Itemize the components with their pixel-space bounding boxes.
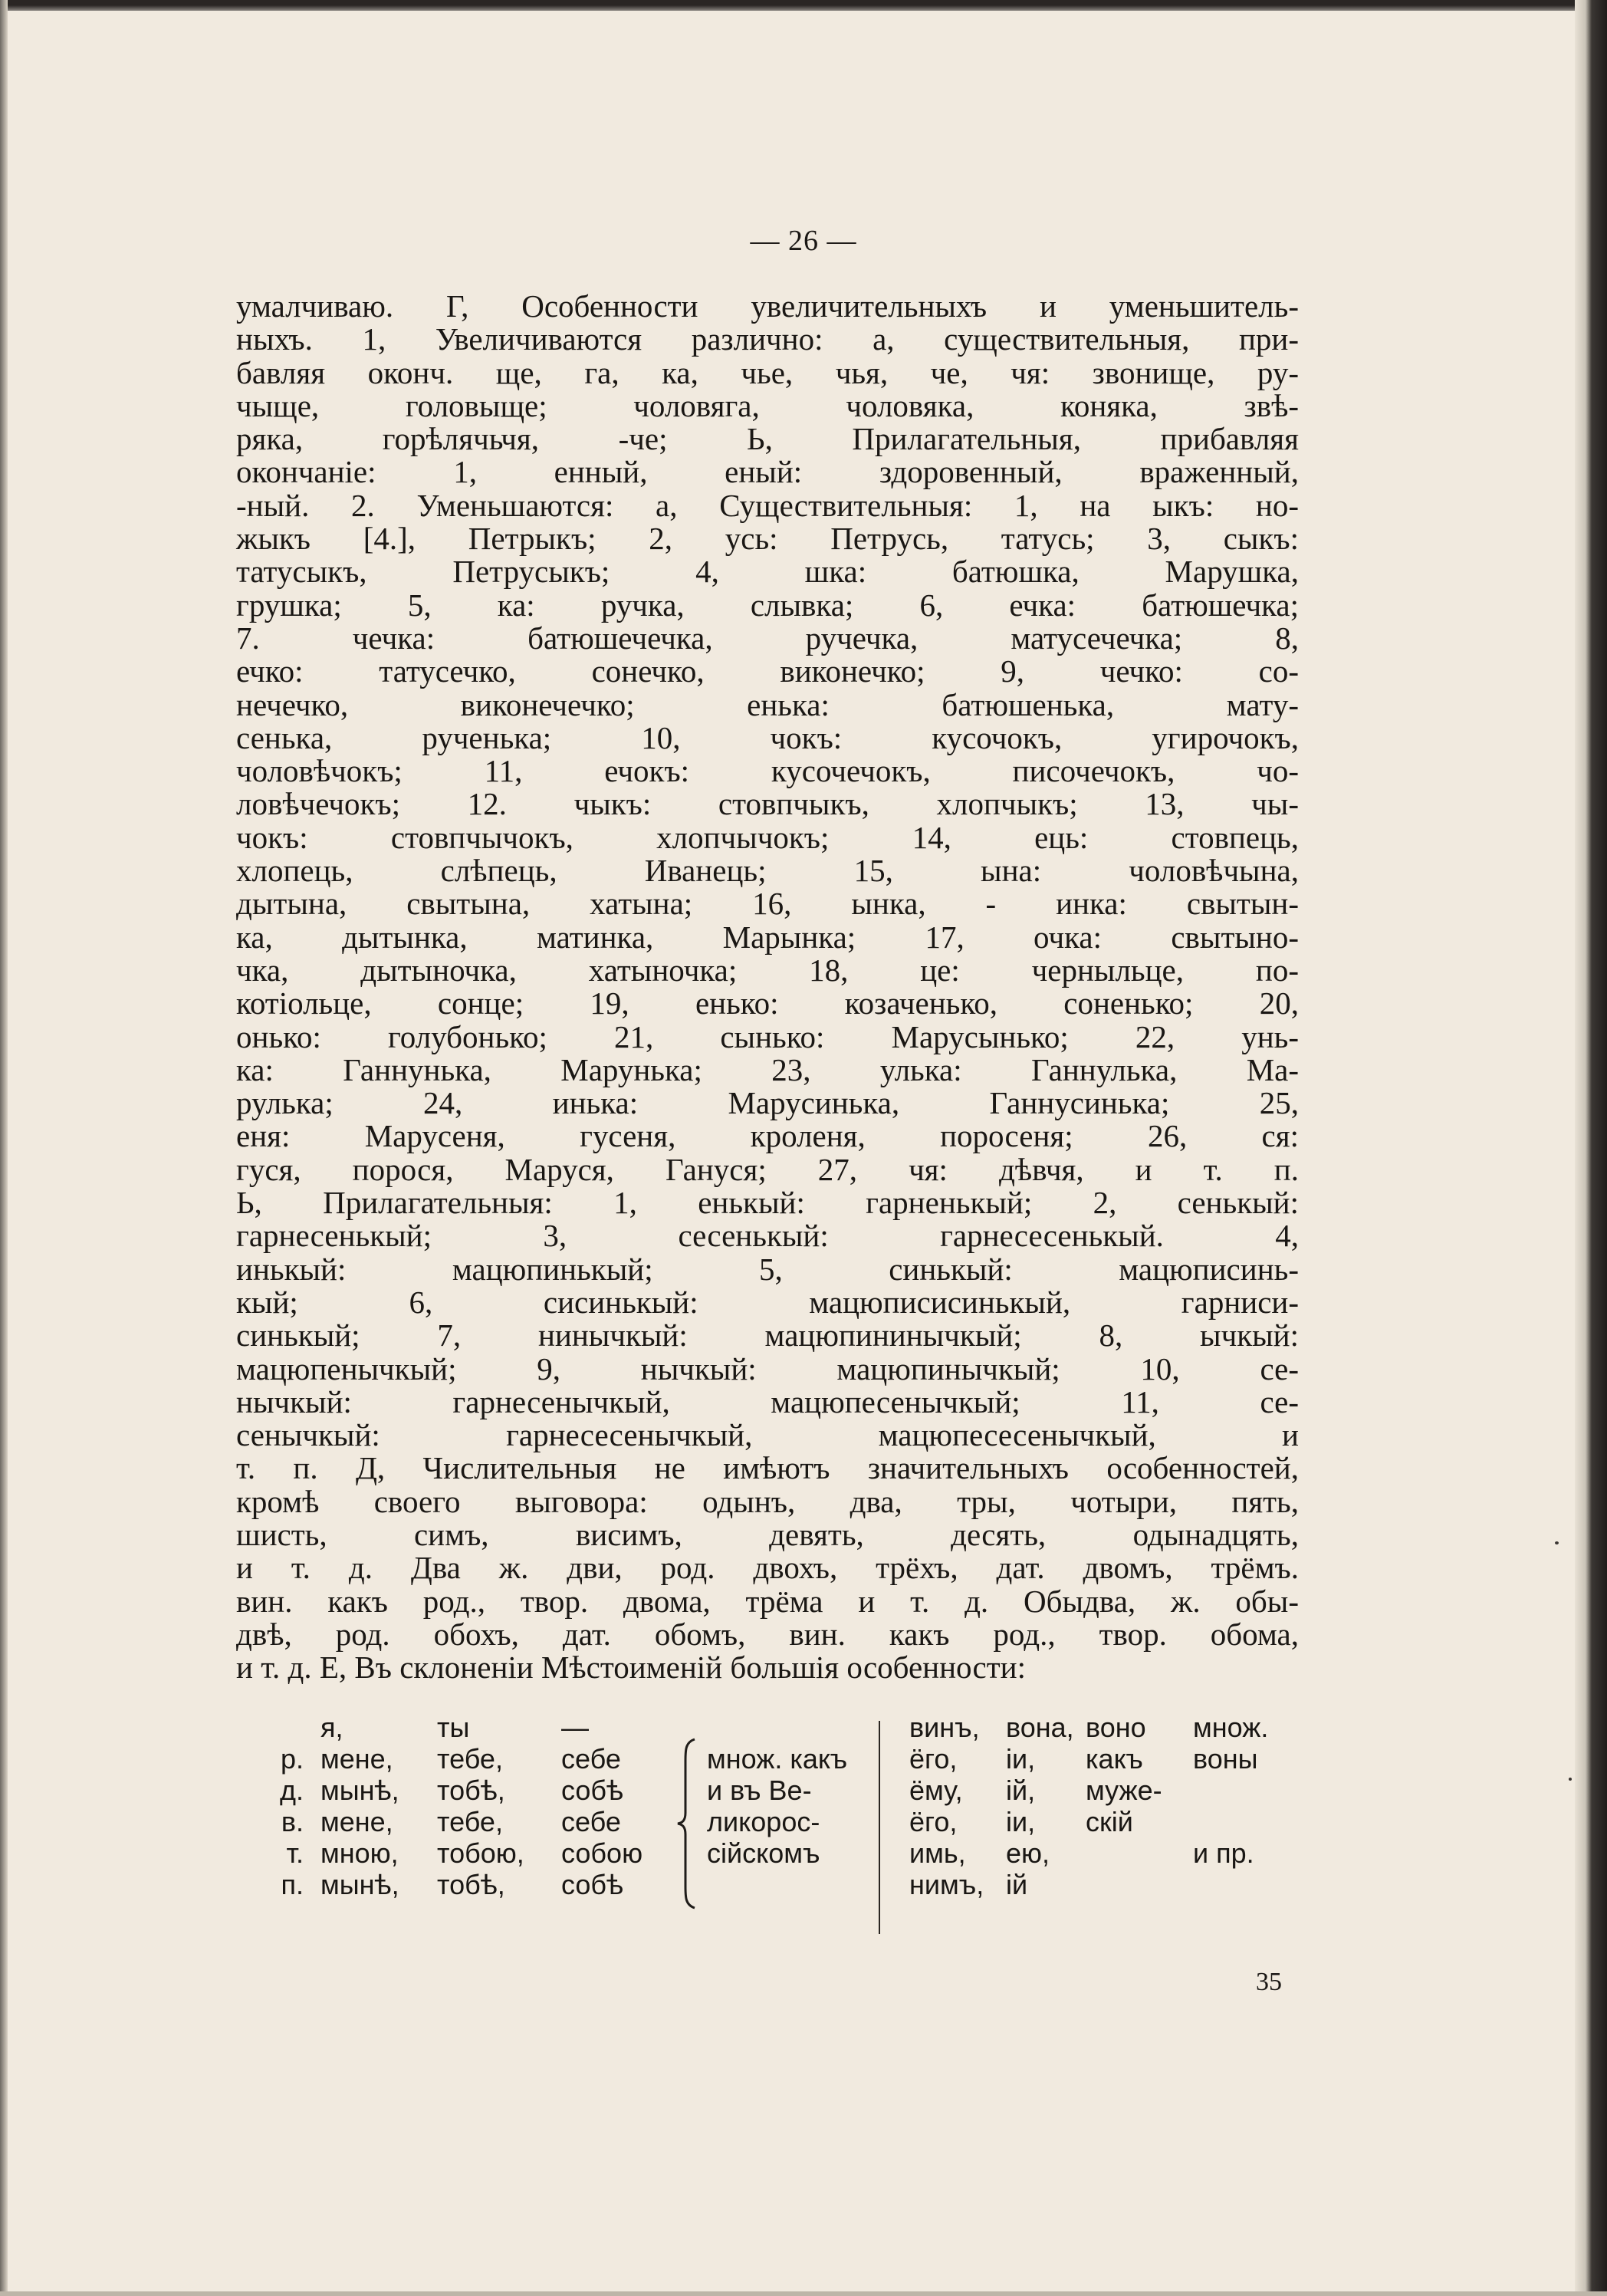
text-line: ныхъ. 1, Увеличиваются различно: а, существительныя, при- xyxy=(236,321,1299,357)
table-cell: и въ Ве- xyxy=(707,1775,812,1806)
reflexive-column xyxy=(561,1712,642,1900)
table-cell: п. xyxy=(281,1869,304,1900)
table-cell: ёго, xyxy=(909,1743,958,1775)
table-cell: д. xyxy=(279,1775,304,1806)
table-cell: ты xyxy=(437,1712,470,1743)
first-person-column xyxy=(320,1712,399,1900)
text-line: бавляя оконч. ще, га, ка, чье, чья, че, чя: звонище, ру- xyxy=(236,354,1299,390)
text-line: чка, дытыночка, хатыночка; 18, це: черныльце, по- xyxy=(236,952,1299,988)
text-line: -ный. 2. Уменьшаются: а, Существительныя: 1, на ыкъ: но- xyxy=(236,487,1299,523)
text-line: рулька; 24, инька: Марусинька, Ганнусинька; 25, xyxy=(236,1085,1299,1121)
table-cell: ій xyxy=(1006,1869,1028,1900)
text-line: и т. д. Е, Въ склоненіи Мѣстоименій большія особенности: xyxy=(236,1650,1027,1686)
table-cell: воно xyxy=(1086,1712,1146,1743)
second-person-column xyxy=(437,1712,524,1900)
text-line: мацюпенычкый; 9, нычкый: мацюпинычкый; 10, се- xyxy=(236,1350,1299,1386)
footer-page-number: 35 xyxy=(1256,1968,1282,1996)
text-line: грушка; 5, ка: ручка, слывка; 6, ечка: батюшечка; xyxy=(236,587,1299,623)
text-line: ка, дытынка, матинка, Марынка; 17, очка: свытыно- xyxy=(236,919,1299,955)
text-line: гарнесенькый; 3, сесенькый: гарнесесенькый. 4, xyxy=(236,1218,1299,1254)
table-cell: множ. какъ xyxy=(707,1743,848,1775)
text-line: хлопець, слѣпець, Иванець; 15, ына: чоловѣчына, xyxy=(236,853,1299,889)
table-cell: множ. xyxy=(1193,1712,1269,1743)
table-cell: собѣ xyxy=(561,1869,624,1900)
table-cell: мене, xyxy=(320,1743,393,1775)
neuter-column xyxy=(1086,1712,1162,1900)
table-cell: себе xyxy=(561,1743,621,1775)
table-cell xyxy=(273,1712,304,1743)
table-cell: тебе, xyxy=(437,1743,503,1775)
table-cell: ею, xyxy=(1006,1837,1050,1869)
table-cell: собою xyxy=(561,1837,643,1869)
table-cell: скій xyxy=(1086,1806,1133,1837)
plural-column xyxy=(1193,1712,1268,1900)
text-line: умалчиваю. Г, Особенности увеличительныхъ и уменьшитель- xyxy=(236,288,1299,324)
page-header-number: — 26 — xyxy=(750,225,857,257)
text-line: окончаніе: 1, енный, еный: здоровенный, враженный, xyxy=(236,454,1299,490)
text-line: нечечко, виконечечко; енька: батюшенька, мату- xyxy=(236,686,1299,722)
table-cell: я, xyxy=(320,1712,343,1743)
text-line: шисть, симъ, висимъ, девять, десять, одынадцять, xyxy=(236,1516,1299,1552)
table-cell: себе xyxy=(561,1806,621,1837)
table-cell: іи, xyxy=(1006,1806,1036,1837)
table-cell: мною, xyxy=(320,1837,399,1869)
text-line: кый; 6, сисинькый: мацюписисинькый, гарниси- xyxy=(236,1284,1299,1320)
text-line: жыкъ [4.], Петрыкъ; 2, усь: Петрусь, татусь; 3, сыкъ: xyxy=(236,521,1299,557)
table-cell: іи, xyxy=(1006,1743,1036,1775)
text-line: чокъ: стовпчычокъ, хлопчычокъ; 14, ець: стовпець, xyxy=(236,819,1299,855)
table-cell: мене, xyxy=(320,1806,393,1837)
table-cell: воны xyxy=(1193,1743,1258,1775)
plural-note-column xyxy=(707,1743,847,1869)
table-cell: нимъ, xyxy=(909,1869,984,1900)
text-line: двѣ, род. обохъ, дат. обомъ, вин. какъ род., твор. обома, xyxy=(236,1616,1299,1652)
scan-speck xyxy=(1555,1541,1559,1544)
text-line: Ь, Прилагательныя: 1, енькый: гарненькый; 2, сенькый: xyxy=(236,1185,1299,1221)
scan-speck xyxy=(1569,1778,1572,1781)
table-cell: вона, xyxy=(1006,1712,1074,1743)
table-cell: — xyxy=(561,1712,589,1743)
table-cell: сійскомъ xyxy=(707,1837,820,1869)
text-line: еня: Марусеня, гусеня, кроленя, поросеня; 26, ся: xyxy=(236,1118,1299,1154)
table-cell: т. xyxy=(286,1837,304,1869)
text-line: вин. какъ род., твор. двома, трёма и т. д. Обыдва, ж. обы- xyxy=(236,1583,1299,1619)
table-cell xyxy=(1193,1869,1268,1900)
text-line: нычкый: гарнесенычкый, мацюпесенычкый; 11, се- xyxy=(236,1383,1299,1419)
feminine-column xyxy=(1006,1712,1074,1900)
table-cell: ликорос- xyxy=(707,1806,820,1837)
table-cell xyxy=(1193,1775,1268,1806)
text-line: котіольце, сонце; 19, енько: козаченько, соненько; 20, xyxy=(236,985,1299,1021)
text-line: чоловѣчокъ; 11, ечокъ: кусочечокъ, писочечокъ, чо- xyxy=(236,753,1299,789)
text-line: чыще, головыще; чоловяга, чоловяка, коняка, звѣ- xyxy=(236,387,1299,423)
table-cell: тобою, xyxy=(437,1837,524,1869)
case-label-column xyxy=(273,1712,304,1900)
table-cell xyxy=(1086,1837,1162,1869)
text-line: онько: голубонько; 21, сынько: Марусынько; 22, унь- xyxy=(236,1018,1299,1054)
text-line: ечко: татусечко, сонечко, виконечко; 9, чечко: со- xyxy=(236,653,1299,689)
table-cell: р. xyxy=(280,1743,304,1775)
table-cell: имь, xyxy=(909,1837,966,1869)
table-cell: ёго, xyxy=(909,1806,958,1837)
text-line: ка: Ганнунька, Марунька; 23, улька: Ганнулька, Ма- xyxy=(236,1051,1299,1087)
table-cell: мынѣ, xyxy=(320,1869,399,1900)
text-line: кромѣ своего выговора: одынъ, два, тры, чотыри, пять, xyxy=(236,1483,1299,1519)
table-cell: тебе, xyxy=(437,1806,503,1837)
scan-top-edge xyxy=(0,0,1607,11)
table-cell: и пр. xyxy=(1193,1837,1254,1869)
table-cell: ій, xyxy=(1006,1775,1036,1806)
text-line: гуся, порося, Маруся, Гануся; 27, чя: дѣвчя, и т. п. xyxy=(236,1151,1299,1187)
table-cell: мынѣ, xyxy=(320,1775,399,1806)
text-line: т. п. Д, Числительныя не имѣютъ значительныхъ особенностей, xyxy=(236,1450,1299,1486)
body-text xyxy=(236,290,1299,1684)
table-cell: тобѣ, xyxy=(437,1869,505,1900)
column-divider xyxy=(879,1721,880,1934)
brace-icon xyxy=(676,1738,699,1909)
table-cell: винъ, xyxy=(909,1712,980,1743)
table-cell xyxy=(1193,1806,1268,1837)
table-cell: муже- xyxy=(1086,1775,1162,1806)
text-line: ряка, горѣлячьчя, -че; Ь, Прилагательныя, прибавляя xyxy=(236,421,1299,457)
table-cell: в. xyxy=(281,1806,304,1837)
table-cell: собѣ xyxy=(561,1775,624,1806)
text-line: татусыкъ, Петрусыкъ; 4, шка: батюшка, Марушка, xyxy=(236,554,1299,590)
text-line: сенычкый: гарнесесенычкый, мацюпесесенычкый, и xyxy=(236,1417,1299,1453)
scan-right-edge xyxy=(1575,0,1607,2296)
pronoun-table xyxy=(236,1712,1310,1934)
text-line: дытына, свытына, хатына; 16, ынка, - инка: свытын- xyxy=(236,886,1299,922)
table-cell xyxy=(1086,1869,1162,1900)
table-cell: тобѣ, xyxy=(437,1775,505,1806)
scan-bottom-edge xyxy=(0,2291,1607,2296)
masculine-column xyxy=(909,1712,984,1900)
table-cell: какъ xyxy=(1086,1743,1143,1775)
table-cell: ёму, xyxy=(909,1775,963,1806)
text-line: синькый; 7, нинычкый: мацюпининычкый; 8, ычкый: xyxy=(236,1317,1299,1354)
scan-left-edge xyxy=(0,0,8,2296)
text-line: 7. чечка: батюшечечка, ручечка, матусечечка; 8, xyxy=(236,620,1299,656)
text-line: и т. д. Два ж. дви, род. двохъ, трёхъ, дат. двомъ, трёмъ. xyxy=(236,1550,1299,1586)
text-line: инькый: мацюпинькый; 5, синькый: мацюписинь- xyxy=(236,1251,1299,1287)
text-line: сенька, рученька; 10, чокъ: кусочокъ, угирочокъ, xyxy=(236,719,1299,755)
text-line: ловѣчечокъ; 12. чыкъ: стовпчыкъ, хлопчыкъ; 13, чы- xyxy=(236,786,1299,822)
